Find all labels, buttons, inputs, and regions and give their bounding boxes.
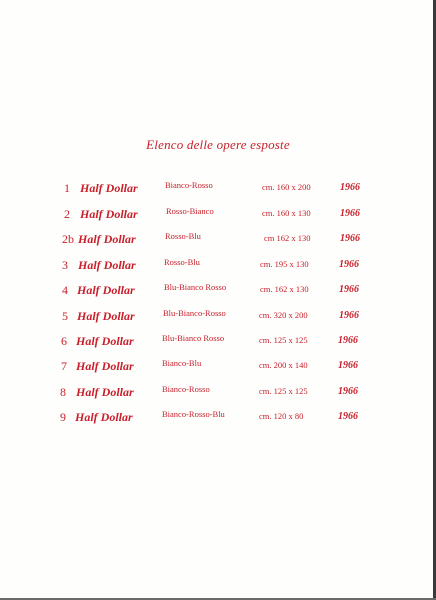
work-title: Half Dollar [80, 207, 138, 221]
work-number: 6 [61, 334, 67, 348]
work-colors: Blu-Bianco Rosso [164, 282, 227, 292]
work-size: cm. 162 x 130 [260, 284, 309, 294]
work-number: 8 [60, 385, 66, 399]
work-title: Half Dollar [76, 334, 134, 348]
work-year: 1966 [338, 335, 358, 346]
work-title: Half Dollar [75, 410, 133, 424]
work-number: 7 [61, 359, 67, 373]
work-size: cm. 160 x 130 [262, 208, 311, 218]
work-colors: Bianco-Rosso [162, 384, 210, 394]
work-size: cm. 160 x 200 [262, 182, 311, 192]
work-row [0, 258, 436, 274]
work-title: Half Dollar [77, 309, 135, 323]
work-year: 1966 [339, 284, 359, 295]
work-number: 9 [60, 410, 66, 424]
work-row [0, 181, 436, 197]
work-colors: Rosso-Blu [165, 231, 201, 241]
work-year: 1966 [338, 360, 358, 371]
work-size: cm. 195 x 130 [260, 259, 309, 269]
work-colors: Bianco-Rosso [165, 180, 213, 190]
work-title: Half Dollar [77, 283, 135, 297]
work-number: 4 [62, 283, 68, 297]
work-colors: Bianco-Blu [162, 358, 202, 368]
work-number: 1 [64, 181, 70, 195]
work-number: 2 [64, 207, 70, 221]
work-year: 1966 [339, 310, 359, 321]
work-number: 2b [62, 232, 74, 246]
work-row [0, 207, 436, 223]
work-colors: Blu-Bianco-Rosso [163, 308, 226, 318]
work-year: 1966 [340, 233, 360, 244]
work-title: Half Dollar [76, 385, 134, 399]
work-title: Half Dollar [80, 181, 138, 195]
work-size: cm. 125 x 125 [259, 335, 308, 345]
work-colors: Rosso-Blu [164, 257, 200, 267]
work-title: Half Dollar [76, 359, 134, 373]
work-row [0, 410, 436, 426]
work-row [0, 283, 436, 299]
work-row [0, 232, 436, 248]
work-colors: Blu-Bianco Rosso [162, 333, 225, 343]
work-year: 1966 [340, 208, 360, 219]
work-row [0, 385, 436, 401]
work-row [0, 309, 436, 325]
work-row [0, 359, 436, 375]
work-size: cm. 320 x 200 [259, 310, 308, 320]
work-year: 1966 [339, 259, 359, 270]
work-size: cm. 120 x 80 [259, 411, 304, 421]
work-size: cm. 125 x 125 [259, 386, 308, 396]
work-row [0, 334, 436, 350]
work-number: 5 [62, 309, 68, 323]
work-year: 1966 [338, 386, 358, 397]
work-colors: Bianco-Rosso-Blu [162, 409, 225, 419]
work-size: cm 162 x 130 [264, 233, 311, 243]
work-size: cm. 200 x 140 [259, 360, 308, 370]
work-number: 3 [62, 258, 68, 272]
work-title: Half Dollar [78, 232, 136, 246]
work-year: 1966 [340, 182, 360, 193]
page-title: Elenco delle opere esposte [146, 137, 290, 152]
work-title: Half Dollar [78, 258, 136, 272]
work-colors: Rosso-Bianco [166, 206, 214, 216]
work-year: 1966 [338, 411, 358, 422]
